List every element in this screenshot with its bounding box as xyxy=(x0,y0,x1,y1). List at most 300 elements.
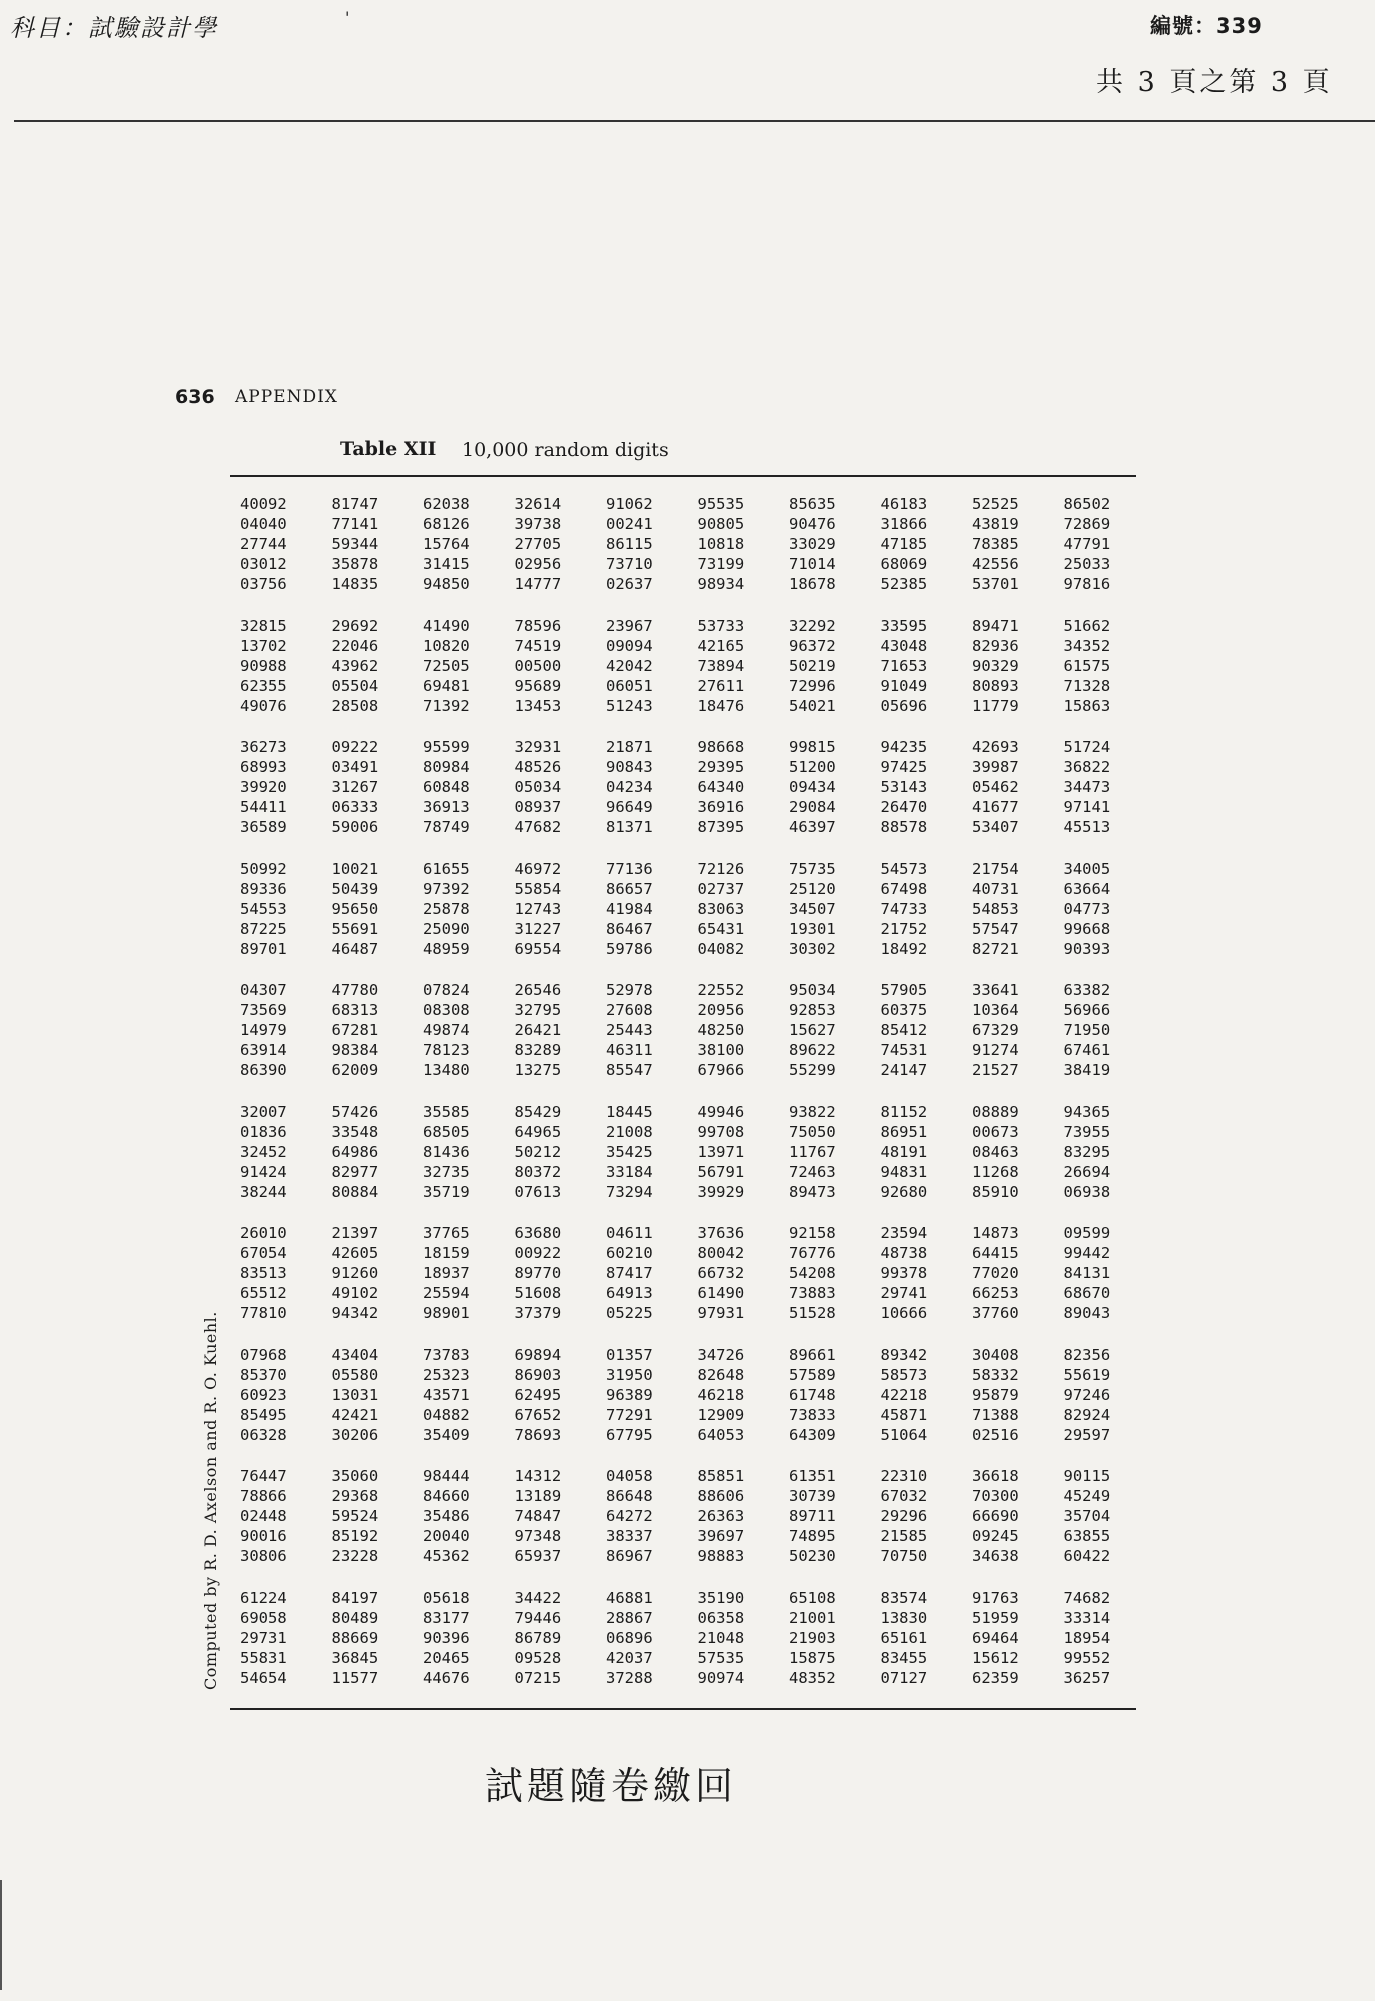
table-cell: 15875 xyxy=(789,1648,836,1667)
table-cell: 25120 xyxy=(789,879,836,898)
table-cell: 18678 xyxy=(789,575,836,594)
table-cell: 22552 xyxy=(697,981,745,999)
table-cell: 18159 xyxy=(423,1244,470,1263)
table-cell: 98883 xyxy=(697,1547,745,1566)
table-cell: 05225 xyxy=(606,1304,653,1323)
table-cell: 07127 xyxy=(880,1668,928,1687)
table-cell: 98384 xyxy=(331,1041,379,1060)
table-bottom-rule xyxy=(230,1708,1136,1710)
table-cell: 61351 xyxy=(789,1467,836,1485)
table-cell: 57589 xyxy=(789,1365,836,1384)
table-cell: 36273 xyxy=(240,738,287,756)
table-cell: 86951 xyxy=(880,1122,928,1141)
table-cell: 86648 xyxy=(606,1487,653,1506)
table-cell: 21585 xyxy=(880,1527,928,1546)
table-cell: 97392 xyxy=(423,879,470,898)
table-cell: 10666 xyxy=(880,1304,928,1323)
table-cell: 46218 xyxy=(697,1385,745,1404)
table-cell: 58573 xyxy=(880,1365,928,1384)
table-cell: 18445 xyxy=(606,1102,653,1121)
table-cell: 27611 xyxy=(697,676,745,695)
table-cell: 64309 xyxy=(789,1425,836,1444)
table-cell: 63855 xyxy=(1063,1527,1111,1546)
table-cell: 98934 xyxy=(697,575,745,594)
table-cell: 10820 xyxy=(423,636,470,655)
table-cell: 69481 xyxy=(423,676,470,695)
table-cell: 36913 xyxy=(423,798,470,817)
table-cell: 94365 xyxy=(1063,1102,1111,1121)
table-cell: 72869 xyxy=(1063,515,1111,534)
table-cell: 05034 xyxy=(514,778,562,797)
table-cell: 07824 xyxy=(423,981,470,999)
table-cell: 73783 xyxy=(423,1345,470,1364)
table-cell: 29368 xyxy=(331,1487,379,1506)
table-cell: 06938 xyxy=(1063,1182,1111,1201)
table-cell: 13971 xyxy=(697,1142,745,1161)
table-cell: 89336 xyxy=(240,879,287,898)
margin-line xyxy=(0,1880,2,1990)
table-cell: 36257 xyxy=(1063,1668,1111,1687)
table-cell: 91274 xyxy=(972,1041,1019,1060)
table-cell: 29597 xyxy=(1063,1425,1111,1444)
table-cell: 71392 xyxy=(423,696,470,715)
table-cell: 06896 xyxy=(606,1628,653,1647)
table-cell: 69894 xyxy=(514,1345,562,1364)
table-cell: 11779 xyxy=(972,696,1019,715)
table-cell: 59344 xyxy=(331,535,379,554)
table-cell: 62355 xyxy=(240,676,287,695)
table-cell: 48959 xyxy=(423,939,470,958)
table-cell: 13702 xyxy=(240,636,287,655)
table-cell: 63680 xyxy=(514,1224,562,1242)
table-cell: 73294 xyxy=(606,1182,653,1201)
table-cell: 00673 xyxy=(972,1122,1019,1141)
table-cell: 62038 xyxy=(423,495,470,513)
table-cell: 67795 xyxy=(606,1425,653,1444)
table-cell: 31866 xyxy=(880,515,928,534)
table-cell: 02448 xyxy=(240,1507,287,1526)
table-cell: 54853 xyxy=(972,899,1019,918)
table-cell: 36916 xyxy=(697,798,745,817)
table-cell: 44676 xyxy=(423,1668,470,1687)
table-cell: 06051 xyxy=(606,676,653,695)
table-cell: 25090 xyxy=(423,919,470,938)
table-cell: 26010 xyxy=(240,1224,287,1242)
table-cell: 97246 xyxy=(1063,1385,1111,1404)
table-title: 10,000 random digits xyxy=(462,439,669,461)
table-cell: 47780 xyxy=(331,981,379,999)
table-cell: 22310 xyxy=(880,1467,928,1485)
table-cell: 26421 xyxy=(514,1021,562,1040)
table-cell: 59006 xyxy=(331,818,379,837)
header-rule xyxy=(14,120,1375,122)
table-cell: 10818 xyxy=(697,535,745,554)
table-cell: 77141 xyxy=(331,515,379,534)
table-cell: 81152 xyxy=(880,1102,928,1121)
table-cell: 32292 xyxy=(789,616,836,635)
table-cell: 57547 xyxy=(972,919,1019,938)
table-cell: 11767 xyxy=(789,1142,836,1161)
table-cell: 25443 xyxy=(606,1021,653,1040)
table-cell: 73710 xyxy=(606,555,653,574)
table-cell: 50439 xyxy=(331,879,379,898)
table-cell: 91260 xyxy=(331,1264,379,1283)
page-count: 共 3 頁之第 3 頁 xyxy=(1096,67,1333,98)
table-cell: 50992 xyxy=(240,859,287,878)
table-cell: 99708 xyxy=(697,1122,745,1141)
table-cell: 09222 xyxy=(331,738,379,756)
table-cell: 12743 xyxy=(514,899,562,918)
table-cell: 21008 xyxy=(606,1122,653,1141)
table-cell: 46487 xyxy=(331,939,379,958)
table-cell: 03491 xyxy=(331,758,379,777)
table-cell: 72126 xyxy=(697,859,745,878)
table-cell: 42605 xyxy=(331,1244,379,1263)
table-cell: 50212 xyxy=(514,1142,562,1161)
table-cell: 98444 xyxy=(423,1467,470,1485)
table-cell: 85547 xyxy=(606,1061,653,1080)
table-cell: 88669 xyxy=(331,1628,379,1647)
table-cell: 34638 xyxy=(972,1547,1019,1566)
table-cell: 70300 xyxy=(972,1487,1019,1506)
table-cell: 78866 xyxy=(240,1487,287,1506)
table-cell: 36618 xyxy=(972,1467,1019,1485)
table-cell: 67461 xyxy=(1063,1041,1111,1060)
table-cell: 60848 xyxy=(423,778,470,797)
table-cell: 93822 xyxy=(789,1102,836,1121)
table-cell: 82648 xyxy=(697,1365,745,1384)
table-cell: 82924 xyxy=(1063,1405,1111,1424)
table-cell: 73955 xyxy=(1063,1122,1111,1141)
table-cell: 99378 xyxy=(880,1264,928,1283)
table-cell: 84197 xyxy=(331,1588,379,1607)
table-cell: 45249 xyxy=(1063,1487,1111,1506)
table-cell: 15612 xyxy=(972,1648,1019,1667)
table-cell: 89473 xyxy=(789,1182,836,1201)
table-cell: 84660 xyxy=(423,1487,470,1506)
table-cell: 88606 xyxy=(697,1487,745,1506)
table-cell: 66732 xyxy=(697,1264,745,1283)
table-cell: 83513 xyxy=(240,1264,287,1283)
table-cell: 82936 xyxy=(972,636,1019,655)
table-cell: 60375 xyxy=(880,1001,928,1020)
table-cell: 60210 xyxy=(606,1244,653,1263)
table-cell: 66253 xyxy=(972,1284,1019,1303)
table-cell: 23228 xyxy=(331,1547,379,1566)
table-cell: 46183 xyxy=(880,495,928,513)
table-cell: 66690 xyxy=(972,1507,1019,1526)
table-cell: 05580 xyxy=(331,1365,379,1384)
table-cell: 30806 xyxy=(240,1547,287,1566)
table-cell: 26546 xyxy=(514,981,562,999)
table-cell: 71014 xyxy=(789,555,836,574)
table-cell: 23967 xyxy=(606,616,653,635)
exam-code: 編號：339 xyxy=(1150,14,1263,38)
table-cell: 64415 xyxy=(972,1244,1019,1263)
table-cell: 11268 xyxy=(972,1162,1019,1181)
table-cell: 13031 xyxy=(331,1385,379,1404)
table-cell: 73833 xyxy=(789,1405,836,1424)
table-cell: 41984 xyxy=(606,899,653,918)
table-cell: 51724 xyxy=(1063,738,1111,756)
table-cell: 56966 xyxy=(1063,1001,1111,1020)
table-cell: 02516 xyxy=(972,1425,1019,1444)
table-cell: 54573 xyxy=(880,859,928,878)
table-cell: 09094 xyxy=(606,636,653,655)
table-cell: 21048 xyxy=(697,1628,745,1647)
table-cell: 77810 xyxy=(240,1304,287,1323)
table-cell: 81436 xyxy=(423,1142,470,1161)
table-cell: 26694 xyxy=(1063,1162,1111,1181)
table-cell: 56791 xyxy=(697,1162,745,1181)
table-cell: 35704 xyxy=(1063,1507,1111,1526)
table-cell: 89701 xyxy=(240,939,287,958)
table-cell: 48738 xyxy=(880,1244,928,1263)
table-cell: 65108 xyxy=(789,1588,836,1607)
table-cell: 82977 xyxy=(331,1162,379,1181)
table-cell: 27705 xyxy=(514,535,562,554)
table-cell: 25878 xyxy=(423,899,470,918)
table-cell: 18492 xyxy=(880,939,928,958)
table-cell: 67281 xyxy=(331,1021,379,1040)
table-cell: 77291 xyxy=(606,1405,653,1424)
table-cell: 69554 xyxy=(514,939,562,958)
table-cell: 85495 xyxy=(240,1405,287,1424)
table-cell: 25033 xyxy=(1063,555,1111,574)
table-cell: 83289 xyxy=(514,1041,562,1060)
table-cell: 27744 xyxy=(240,535,287,554)
table-cell: 81747 xyxy=(331,495,379,513)
table-cell: 92158 xyxy=(789,1224,836,1242)
table-cell: 57905 xyxy=(880,981,928,999)
table-cell: 61224 xyxy=(240,1588,287,1607)
table-cell: 14312 xyxy=(514,1467,562,1485)
table-cell: 06333 xyxy=(331,798,379,817)
table-cell: 13830 xyxy=(880,1608,928,1627)
table-cell: 62009 xyxy=(331,1061,379,1080)
table-cell: 10021 xyxy=(331,859,379,878)
table-cell: 65161 xyxy=(880,1628,928,1647)
table-cell: 32795 xyxy=(514,1001,562,1020)
table-cell: 90329 xyxy=(972,656,1019,675)
table-cell: 36589 xyxy=(240,818,287,837)
table-cell: 82356 xyxy=(1063,1345,1111,1364)
table-cell: 09599 xyxy=(1063,1224,1111,1242)
table-cell: 97931 xyxy=(697,1304,745,1323)
table-cell: 92680 xyxy=(880,1182,928,1201)
table-cell: 95034 xyxy=(789,981,836,999)
table-cell: 86502 xyxy=(1063,495,1111,513)
table-cell: 55831 xyxy=(240,1648,287,1667)
table-cell: 38419 xyxy=(1063,1061,1111,1080)
table-cell: 60923 xyxy=(240,1385,287,1404)
table-cell: 14979 xyxy=(240,1021,287,1040)
table-cell: 91062 xyxy=(606,495,653,513)
table-cell: 73199 xyxy=(697,555,745,574)
table-cell: 36845 xyxy=(331,1648,379,1667)
table-cell: 09245 xyxy=(972,1527,1019,1546)
table-cell: 25323 xyxy=(423,1365,470,1384)
table-cell: 85370 xyxy=(240,1365,287,1384)
table-cell: 39697 xyxy=(697,1527,745,1546)
table-cell: 85412 xyxy=(880,1021,928,1040)
table-cell: 37765 xyxy=(423,1224,470,1242)
table-cell: 09434 xyxy=(789,778,836,797)
table-cell: 99552 xyxy=(1063,1648,1111,1667)
table-cell: 46972 xyxy=(514,859,562,878)
table-cell: 83295 xyxy=(1063,1142,1111,1161)
table-cell: 33314 xyxy=(1063,1608,1111,1627)
table-cell: 49874 xyxy=(423,1021,470,1040)
table-cell: 90476 xyxy=(789,515,836,534)
table-cell: 78123 xyxy=(423,1041,470,1060)
table-cell: 06328 xyxy=(240,1425,287,1444)
table-cell: 14777 xyxy=(514,575,562,594)
table-cell: 41677 xyxy=(972,798,1019,817)
table-label: Table XII xyxy=(340,438,437,460)
table-cell: 54553 xyxy=(240,899,287,918)
table-cell: 86903 xyxy=(514,1365,562,1384)
table-cell: 76447 xyxy=(240,1467,287,1485)
table-cell: 68126 xyxy=(423,515,470,534)
table-cell: 73894 xyxy=(697,656,745,675)
table-cell: 91424 xyxy=(240,1162,287,1181)
table-cell: 61748 xyxy=(789,1385,836,1404)
table-cell: 91049 xyxy=(880,676,928,695)
table-cell: 97425 xyxy=(880,758,928,777)
table-cell: 32614 xyxy=(514,495,562,513)
table-cell: 10364 xyxy=(972,1001,1019,1020)
table-cell: 85429 xyxy=(514,1102,562,1121)
section-title: APPENDIX xyxy=(235,387,338,407)
table-cell: 74895 xyxy=(789,1527,836,1546)
table-cell: 21397 xyxy=(331,1224,379,1242)
table-cell: 50230 xyxy=(789,1547,836,1566)
table-cell: 77136 xyxy=(606,859,653,878)
table-cell: 33641 xyxy=(972,981,1019,999)
table-cell: 08937 xyxy=(514,798,562,817)
table-cell: 80984 xyxy=(423,758,470,777)
table-cell: 85635 xyxy=(789,495,836,513)
table-cell: 75735 xyxy=(789,859,836,878)
table-cell: 05504 xyxy=(331,676,379,695)
table-cell: 78596 xyxy=(514,616,562,635)
table-cell: 99815 xyxy=(789,738,836,756)
table-cell: 32815 xyxy=(240,616,287,635)
table-cell: 21903 xyxy=(789,1628,836,1647)
table-cell: 23594 xyxy=(880,1224,928,1242)
table-cell: 33548 xyxy=(331,1122,379,1141)
table-cell: 05696 xyxy=(880,696,928,715)
table-cell: 04058 xyxy=(606,1467,653,1485)
table-cell: 26363 xyxy=(697,1507,745,1526)
table-cell: 06358 xyxy=(697,1608,745,1627)
table-cell: 39738 xyxy=(514,515,562,534)
table-cell: 78693 xyxy=(514,1425,562,1444)
table-cell: 89770 xyxy=(514,1264,562,1283)
table-cell: 52385 xyxy=(880,575,928,594)
table-credit: Computed by R. D. Axelson and R. O. Kuehl. xyxy=(201,1311,220,1690)
table-cell: 41490 xyxy=(423,616,470,635)
table-cell: 95535 xyxy=(697,495,745,513)
table-cell: 53407 xyxy=(972,818,1019,837)
table-cell: 80489 xyxy=(331,1608,379,1627)
table-cell: 64986 xyxy=(331,1142,379,1161)
table-cell: 90805 xyxy=(697,515,745,534)
table-cell: 29395 xyxy=(697,758,745,777)
table-cell: 86467 xyxy=(606,919,653,938)
table-cell: 98668 xyxy=(697,738,745,756)
table-cell: 02637 xyxy=(606,575,653,594)
table-cell: 19301 xyxy=(789,919,836,938)
table-cell: 54411 xyxy=(240,798,287,817)
table-cell: 33595 xyxy=(880,616,928,635)
table-cell: 25594 xyxy=(423,1284,470,1303)
table-cell: 74531 xyxy=(880,1041,928,1060)
table-cell: 74733 xyxy=(880,899,928,918)
table-cell: 12909 xyxy=(697,1405,745,1424)
table-cell: 90988 xyxy=(240,656,287,675)
table-cell: 04307 xyxy=(240,981,287,999)
table-cell: 48250 xyxy=(697,1021,745,1040)
table-cell: 42165 xyxy=(697,636,745,655)
table-cell: 35409 xyxy=(423,1425,470,1444)
table-cell: 01357 xyxy=(606,1345,653,1364)
table-cell: 43819 xyxy=(972,515,1019,534)
table-cell: 11577 xyxy=(331,1668,379,1687)
table-cell: 73569 xyxy=(240,1001,287,1020)
table-cell: 69464 xyxy=(972,1628,1019,1647)
table-cell: 71328 xyxy=(1063,676,1111,695)
table-cell: 35425 xyxy=(606,1142,653,1161)
table-cell: 34726 xyxy=(697,1345,745,1364)
table-cell: 26470 xyxy=(880,798,928,817)
table-cell: 89661 xyxy=(789,1345,836,1364)
table-cell: 61655 xyxy=(423,859,470,878)
table-cell: 86115 xyxy=(606,535,653,554)
table-cell: 02956 xyxy=(514,555,562,574)
table-cell: 80042 xyxy=(697,1244,745,1263)
table-cell: 15764 xyxy=(423,535,470,554)
table-cell: 35585 xyxy=(423,1102,470,1121)
table-cell: 29692 xyxy=(331,616,379,635)
table-cell: 78385 xyxy=(972,535,1019,554)
table-cell: 77020 xyxy=(972,1264,1019,1283)
table-cell: 31415 xyxy=(423,555,470,574)
table-cell: 46311 xyxy=(606,1041,653,1060)
table-cell: 70750 xyxy=(880,1547,928,1566)
table-cell: 15863 xyxy=(1063,696,1111,715)
table-cell: 35878 xyxy=(331,555,379,574)
table-cell: 54654 xyxy=(240,1668,287,1687)
table-cell: 49946 xyxy=(697,1102,745,1121)
table-cell: 51064 xyxy=(880,1425,928,1444)
table-cell: 09528 xyxy=(514,1648,562,1667)
table-cell: 18476 xyxy=(697,696,745,715)
table-cell: 86789 xyxy=(514,1628,562,1647)
table-cell: 90115 xyxy=(1063,1467,1111,1485)
table-cell: 34507 xyxy=(789,899,836,918)
table-cell: 29296 xyxy=(880,1507,928,1526)
table-cell: 63382 xyxy=(1063,981,1111,999)
table-cell: 89043 xyxy=(1063,1304,1111,1323)
table-cell: 95650 xyxy=(331,899,379,918)
table-cell: 35486 xyxy=(423,1507,470,1526)
table-cell: 80884 xyxy=(331,1182,379,1201)
table-cell: 27608 xyxy=(606,1001,653,1020)
table-cell: 32931 xyxy=(514,738,562,756)
table-cell: 31950 xyxy=(606,1365,653,1384)
